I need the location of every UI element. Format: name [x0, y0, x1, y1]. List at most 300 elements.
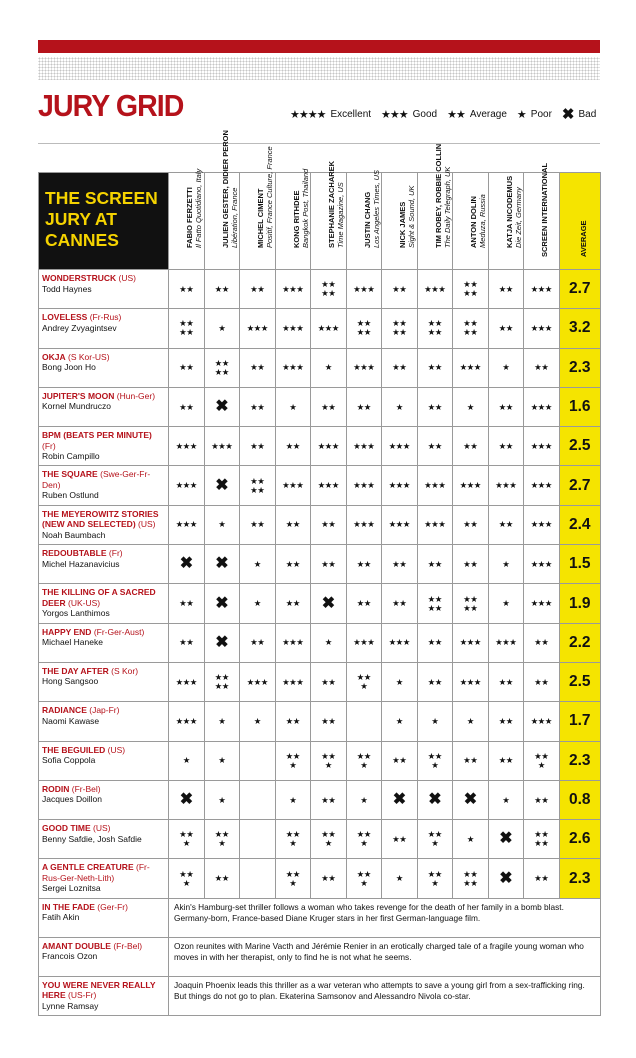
star-rating: ★★	[179, 598, 194, 609]
star-rating: ★★★	[246, 322, 268, 333]
rating-cell	[311, 427, 347, 466]
film-title: A GENTLE CREATURE	[42, 862, 134, 873]
film-director: Fatih Akin	[42, 912, 80, 923]
star-rating: ★★★	[530, 519, 552, 530]
critic-publication: Libération, France	[229, 187, 239, 248]
rating-cell	[204, 309, 240, 348]
table-row	[39, 702, 601, 741]
star-rating: ★	[466, 401, 474, 412]
rating-cell	[346, 662, 382, 701]
legend-stars-4: ★★★★	[290, 108, 326, 121]
film-cell	[39, 545, 169, 584]
critic-header	[275, 168, 311, 270]
table-row	[39, 820, 601, 859]
star-rating: ★★★	[530, 715, 552, 726]
star-rating: ★★ ★	[356, 672, 371, 692]
rating-cell	[417, 662, 453, 701]
star-rating: ★★★	[530, 322, 552, 333]
rating-cell	[204, 662, 240, 701]
rating-cell	[453, 545, 489, 584]
film-director: Ruben Ostlund	[42, 490, 99, 501]
critic-header	[488, 173, 524, 270]
jury-heading: THE SCREEN JURY AT CANNES	[39, 173, 169, 270]
critic-header	[524, 162, 560, 270]
film-director: Michel Hazanavicius	[42, 558, 120, 569]
bad-icon: ✖	[463, 791, 477, 808]
legend-label-bad: Bad	[578, 108, 597, 120]
critic-name: NICK JAMES	[398, 201, 408, 248]
star-rating: ★	[395, 715, 403, 726]
rating-cell	[524, 859, 560, 898]
star-rating: ★★	[463, 440, 478, 451]
bad-icon: ✖	[321, 594, 335, 612]
film-title: REDOUBTABLE	[42, 548, 107, 559]
critic-name: KATJA NICODEMUS	[504, 175, 514, 248]
star-rating: ★★★	[317, 480, 339, 491]
star-rating: ★	[218, 715, 226, 726]
rating-cell	[311, 780, 347, 819]
rating-cell	[417, 348, 453, 387]
critic-header	[311, 160, 347, 270]
rating-cell	[453, 741, 489, 780]
star-rating: ★★	[321, 558, 336, 569]
star-rating: ★★ ★	[285, 750, 300, 770]
film-country: (Fr-Rus)	[89, 312, 122, 323]
star-rating: ★★	[463, 755, 478, 766]
film-cell	[39, 898, 169, 937]
rating-cell	[311, 309, 347, 348]
rating-cell	[169, 623, 205, 662]
star-rating: ★★ ★★	[179, 318, 194, 338]
table-row	[39, 466, 601, 505]
film-director: Noah Baumbach	[42, 529, 106, 540]
rating-cell	[382, 780, 418, 819]
critic-name: TIM ROBEY, ROBBIE COLLIN	[433, 143, 443, 248]
rating-cell	[417, 545, 453, 584]
film-title: JUPITER'S MOON	[42, 390, 115, 401]
table-row	[39, 545, 601, 584]
rating-cell	[417, 859, 453, 898]
star-rating: ★	[502, 362, 510, 373]
bad-icon: ✖	[392, 791, 406, 808]
film-country: (Fr-Bel)	[71, 783, 101, 794]
star-rating: ★★	[250, 401, 265, 412]
star-rating: ★★	[392, 755, 407, 766]
critic-publication: Los Angeles Times, US	[371, 169, 381, 248]
star-rating: ★★★	[317, 322, 339, 333]
average-score: 1.7	[559, 702, 601, 741]
film-title: THE SQUARE	[42, 469, 98, 480]
star-rating: ★★ ★★	[463, 868, 478, 888]
unrated-row	[39, 937, 601, 976]
critic-name: JUSTIN CHANG	[362, 191, 372, 248]
rating-cell	[346, 820, 382, 859]
film-director: Todd Haynes	[42, 283, 92, 294]
average-score: 2.7	[559, 466, 601, 505]
star-rating: ★★	[463, 519, 478, 530]
rating-cell	[275, 466, 311, 505]
rating-cell	[204, 348, 240, 387]
star-rating: ★★★	[459, 676, 481, 687]
film-title: THE MEYEROWITZ STORIES (NEW AND SELECTED)	[42, 508, 159, 530]
film-title: RODIN	[42, 783, 70, 794]
rating-cell	[488, 466, 524, 505]
bad-icon: ✖	[215, 476, 229, 494]
film-director: Jacques Doillon	[42, 794, 103, 805]
rating-cell	[417, 820, 453, 859]
rating-cell	[346, 387, 382, 426]
table-row	[39, 309, 601, 348]
critic-name: FABIO FERZETTI	[185, 187, 195, 248]
critic-header	[346, 169, 382, 270]
rating-cell	[169, 702, 205, 741]
star-rating: ★★	[392, 598, 407, 609]
star-rating: ★	[502, 794, 510, 805]
rating-cell	[453, 270, 489, 309]
star-rating: ★★ ★	[356, 829, 371, 849]
table-row	[39, 662, 601, 701]
star-rating: ★★★	[388, 637, 410, 648]
rating-cell	[275, 270, 311, 309]
star-rating: ★★★	[530, 401, 552, 412]
star-rating: ★★ ★	[534, 750, 549, 770]
star-rating: ★★★	[459, 362, 481, 373]
rating-cell	[169, 505, 205, 544]
rating-cell	[453, 466, 489, 505]
rating-cell	[240, 270, 276, 309]
rating-cell	[524, 348, 560, 387]
average-score: 1.6	[559, 387, 601, 426]
rating-cell	[382, 545, 418, 584]
rating-cell	[311, 859, 347, 898]
film-title: HAPPY END	[42, 626, 92, 637]
star-rating: ★★ ★	[427, 829, 442, 849]
rating-cell	[382, 623, 418, 662]
rating-cell	[346, 505, 382, 544]
rating-cell	[204, 820, 240, 859]
rating-cell	[453, 348, 489, 387]
film-cell	[39, 976, 169, 1015]
star-rating: ★★ ★	[356, 868, 371, 888]
star-rating: ★★	[250, 440, 265, 451]
rating-cell	[453, 702, 489, 741]
film-cell	[39, 427, 169, 466]
film-title: RADIANCE	[42, 705, 87, 716]
rating-cell	[311, 270, 347, 309]
film-director: Hong Sangsoo	[42, 676, 99, 687]
star-rating: ★★	[179, 362, 194, 373]
star-rating: ★★ ★	[214, 829, 229, 849]
star-rating: ★★	[250, 637, 265, 648]
star-rating: ★★	[214, 873, 229, 884]
film-title: LOVELESS	[42, 312, 88, 323]
rating-cell	[204, 702, 240, 741]
star-rating: ★★	[392, 283, 407, 294]
star-rating: ★★	[392, 558, 407, 569]
rating-cell	[417, 505, 453, 544]
rating-cell	[169, 662, 205, 701]
critic-header	[382, 173, 418, 270]
film-cell	[39, 780, 169, 819]
rating-cell	[275, 584, 311, 623]
star-rating: ★★	[534, 362, 549, 373]
rating-cell	[453, 859, 489, 898]
critic-header	[417, 143, 453, 270]
star-rating: ★★	[285, 558, 300, 569]
film-country: (Fr-Ger-Aust)	[93, 626, 145, 637]
rating-cell	[488, 545, 524, 584]
rating-cell	[417, 702, 453, 741]
rating-cell	[524, 387, 560, 426]
star-rating: ★★ ★	[321, 750, 336, 770]
average-score: 2.5	[559, 662, 601, 701]
star-rating: ★	[218, 755, 226, 766]
rating-cell	[417, 387, 453, 426]
rating-cell	[417, 623, 453, 662]
critic-name: MICHEL CIMENT	[256, 188, 266, 248]
rating-cell	[524, 545, 560, 584]
rating-cell	[275, 348, 311, 387]
rating-cell	[453, 780, 489, 819]
film-description: Akin's Hamburg-set thriller follows a woman who takes revenge for the death of her family in a bomb blast. Germany-born, France-based Diane Kruger stars in her first German-language film.	[169, 898, 601, 937]
rating-cell	[275, 505, 311, 544]
star-rating: ★★	[427, 362, 442, 373]
film-cell	[39, 387, 169, 426]
rating-cell	[204, 387, 240, 426]
film-country: (Ger-Fr)	[97, 901, 128, 912]
table-row	[39, 505, 601, 544]
star-rating: ★	[324, 362, 332, 373]
rating-cell	[346, 427, 382, 466]
star-rating: ★	[324, 637, 332, 648]
unrated-row	[39, 898, 601, 937]
star-rating: ★★	[498, 715, 513, 726]
star-rating: ★★★	[530, 558, 552, 569]
average-score: 2.2	[559, 623, 601, 662]
rating-cell	[488, 702, 524, 741]
star-rating: ★★★	[175, 676, 197, 687]
bad-icon: ✖	[215, 633, 229, 651]
star-rating: ★	[289, 401, 297, 412]
rating-cell	[488, 348, 524, 387]
rating-cell	[382, 387, 418, 426]
rating-cell	[346, 545, 382, 584]
critic-publication: Meduza, Russia	[477, 194, 487, 248]
film-country: (US)	[118, 273, 136, 283]
rating-cell	[204, 741, 240, 780]
table-row	[39, 623, 601, 662]
star-rating: ★	[431, 715, 439, 726]
rating-cell	[488, 309, 524, 348]
rating-cell	[524, 427, 560, 466]
average-header	[559, 173, 601, 270]
star-rating: ★★★	[353, 637, 375, 648]
star-rating: ★★★	[424, 283, 446, 294]
star-rating: ★★	[427, 440, 442, 451]
rating-cell	[346, 584, 382, 623]
film-country: (S Kor)	[111, 665, 139, 676]
film-country: (US)	[138, 519, 156, 530]
star-rating: ★★	[356, 558, 371, 569]
star-rating: ★★	[285, 715, 300, 726]
rating-cell	[311, 466, 347, 505]
film-title: WONDERSTRUCK	[42, 273, 117, 283]
film-title: THE BEGUILED	[42, 744, 106, 755]
star-rating: ★★★	[246, 676, 268, 687]
rating-cell	[204, 584, 240, 623]
film-director: Benny Safdie, Josh Safdie	[42, 833, 142, 844]
rating-cell	[169, 820, 205, 859]
rating-cell	[346, 859, 382, 898]
film-director: Naomi Kawase	[42, 715, 100, 726]
rating-cell	[488, 741, 524, 780]
star-rating: ★★★	[282, 637, 304, 648]
rating-cell	[169, 270, 205, 309]
film-director: Bong Joon Ho	[42, 362, 96, 373]
table-row	[39, 427, 601, 466]
rating-cell	[382, 348, 418, 387]
film-director: Kornel Mundruczo	[42, 401, 111, 412]
average-score: 2.3	[559, 741, 601, 780]
star-rating: ★★	[498, 519, 513, 530]
rating-cell	[240, 545, 276, 584]
average-label: AVERAGE	[578, 219, 588, 257]
table-row	[39, 859, 601, 898]
star-rating: ★★★	[495, 637, 517, 648]
film-director: Robin Campillo	[42, 451, 100, 462]
star-rating: ★★★	[424, 519, 446, 530]
star-rating: ★★	[498, 401, 513, 412]
rating-cell	[204, 427, 240, 466]
rating-cell	[275, 662, 311, 701]
rating-cell	[453, 427, 489, 466]
star-rating: ★★★	[353, 283, 375, 294]
rating-cell	[240, 584, 276, 623]
rating-cell	[275, 859, 311, 898]
critic-publication: Positif, France Culture, France	[264, 146, 274, 248]
unrated-row	[39, 976, 601, 1015]
rating-cell	[382, 584, 418, 623]
star-rating: ★	[395, 401, 403, 412]
star-rating: ★★★	[282, 362, 304, 373]
film-director: Lynne Ramsay	[42, 1000, 99, 1011]
bad-icon: ✖	[179, 555, 193, 573]
star-rating: ★★ ★	[427, 868, 442, 888]
bad-icon: ✖	[499, 869, 513, 887]
star-rating: ★★	[534, 676, 549, 687]
table-row	[39, 741, 601, 780]
film-country: (Fr-Rus-Ger-Neth-Lith)	[42, 862, 150, 883]
rating-cell	[240, 427, 276, 466]
star-rating: ★	[466, 715, 474, 726]
rating-cell	[453, 662, 489, 701]
rating-cell	[275, 427, 311, 466]
rating-cell	[169, 348, 205, 387]
film-country: (US)	[107, 744, 126, 755]
critic-header	[204, 130, 240, 270]
dotted-band	[38, 57, 600, 80]
star-rating: ★★★	[175, 480, 197, 491]
star-rating: ★★★	[388, 440, 410, 451]
film-title: YOU WERE NEVER REALLY HERE	[42, 979, 156, 1001]
star-rating: ★★	[498, 440, 513, 451]
star-rating: ★★	[321, 873, 336, 884]
rating-cell	[382, 466, 418, 505]
film-cell	[39, 662, 169, 701]
star-rating: ★	[502, 558, 510, 569]
rating-cell	[275, 545, 311, 584]
rating-cell	[524, 662, 560, 701]
star-rating: ★★	[427, 401, 442, 412]
rating-cell	[240, 702, 276, 741]
star-rating: ★	[253, 715, 261, 726]
rating-cell	[488, 780, 524, 819]
bad-icon: ✖	[179, 791, 193, 808]
rating-cell	[488, 623, 524, 662]
rating-cell	[240, 780, 276, 819]
film-country: (US)	[93, 823, 111, 834]
star-rating: ★	[253, 558, 261, 569]
rating-cell	[346, 623, 382, 662]
rating-cell	[169, 780, 205, 819]
star-rating: ★★ ★★	[214, 672, 229, 692]
star-rating: ★★	[498, 676, 513, 687]
rating-cell	[488, 427, 524, 466]
star-rating: ★★	[392, 833, 407, 844]
rating-cell	[453, 309, 489, 348]
table-row	[39, 387, 601, 426]
rating-cell	[240, 387, 276, 426]
rating-cell	[382, 505, 418, 544]
star-rating: ★	[502, 598, 510, 609]
star-rating: ★★★	[353, 480, 375, 491]
table-row	[39, 348, 601, 387]
star-rating: ★★	[214, 283, 229, 294]
star-rating: ★★★	[530, 598, 552, 609]
film-description: Joaquin Phoenix leads this thriller as a war veteran who attempts to save a young girl from a sex-trafficking ring. But things do not go to plan. Ekaterina Samsonov and Alessandro Nivola co-star.	[169, 976, 601, 1015]
average-score: 2.4	[559, 505, 601, 544]
rating-cell	[524, 270, 560, 309]
rating-cell	[204, 270, 240, 309]
rating-cell	[488, 270, 524, 309]
rating-cell	[453, 820, 489, 859]
critic-publication: Die Zeit, Germany	[513, 187, 523, 248]
film-cell	[39, 505, 169, 544]
star-rating: ★★ ★★	[250, 475, 265, 495]
rating-cell	[204, 466, 240, 505]
average-score: 1.9	[559, 584, 601, 623]
star-rating: ★★	[321, 676, 336, 687]
rating-cell	[169, 387, 205, 426]
rating-cell	[169, 584, 205, 623]
star-rating: ★★	[321, 401, 336, 412]
star-rating: ★★	[321, 794, 336, 805]
film-director: Michael Haneke	[42, 637, 103, 648]
star-rating: ★	[395, 873, 403, 884]
film-cell	[39, 348, 169, 387]
rating-cell	[346, 270, 382, 309]
star-rating: ★★★	[317, 440, 339, 451]
star-rating: ★★	[250, 283, 265, 294]
legend-stars-2: ★★	[447, 108, 465, 121]
film-cell	[39, 741, 169, 780]
critic-name: STEPHANIE ZACHAREK	[327, 160, 337, 248]
rating-cell	[204, 505, 240, 544]
rating-cell	[488, 387, 524, 426]
rating-cell	[382, 702, 418, 741]
star-rating: ★	[466, 833, 474, 844]
rating-cell	[417, 309, 453, 348]
